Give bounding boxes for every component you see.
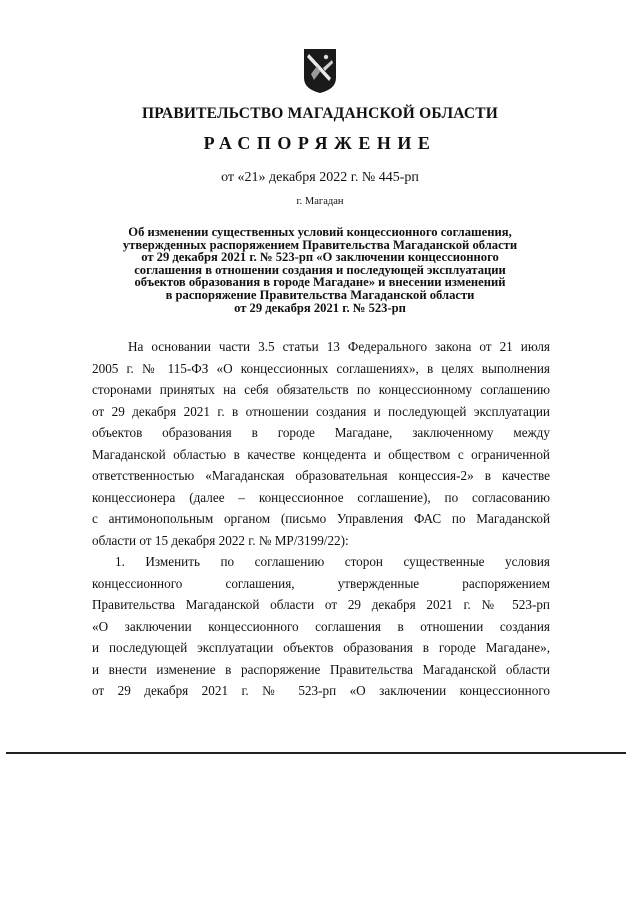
title-line: утвержденных распоряжением Правительства Магаданской области	[122, 237, 518, 252]
title-line: от 29 декабря 2021 г. № 523-рп «О заключении концессионного	[141, 250, 499, 265]
body-line: Правительства Магаданской области от 29 декабря 2021 г. № 523-рп	[92, 597, 550, 612]
page-divider	[6, 752, 626, 754]
title-line: объектов образования в городе Магадане» и внесении изменений	[134, 275, 506, 290]
body-line: На основании части 3.5 статьи 13 Федерального закона от 21 июля	[128, 339, 550, 354]
organization-name: ПРАВИТЕЛЬСТВО МАГАДАНСКОЙ ОБЛАСТИ	[141, 105, 499, 122]
body-line: концессионера (далее – концессионное соглашение), по согласованию	[92, 489, 550, 505]
document-type-heading: РАСПОРЯЖЕНИЕ	[203, 133, 437, 153]
issue-place: г. Магадан	[296, 196, 344, 207]
body-line: с антимонопольным органом (письмо Управления ФАС по Магаданской	[92, 511, 550, 526]
body-line: объектов образования в городе Магадане, заключенному между	[92, 425, 550, 440]
body-line: от 29 декабря 2021 г. № 523-рп «О заключении концессионного	[92, 683, 550, 698]
body-line: концессионного соглашения, утвержденные распоряжением	[92, 575, 550, 591]
date-and-number: от «21» декабря 2022 г. № 445-рп	[221, 170, 419, 185]
document-title	[80, 226, 560, 314]
title-line: в распоряжение Правительства Магаданской области	[165, 287, 475, 302]
body-line: 1. Изменить по соглашению сторон существенные условия	[115, 554, 550, 569]
body-line: и внести изменение в распоряжение Правительства Магаданской области	[92, 661, 550, 677]
title-line: Об изменении существенных условий концессионного соглашения,	[128, 225, 512, 239]
title-line: от 29 декабря 2021 г. № 523-рп	[234, 300, 406, 315]
body-line: от 29 декабря 2021 г. в отношении создания и последующей эксплуатации	[92, 403, 550, 419]
coat-of-arms-emblem	[303, 48, 337, 94]
body-line: 2005 г. № 115-ФЗ «О концессионных соглашениях», в целях выполнения	[92, 360, 550, 376]
body-line: «О заключении концессионного соглашения в отношении создания	[92, 618, 550, 634]
title-line: соглашения в отношении создания и последующей эксплуатации	[134, 262, 506, 277]
document-body	[92, 336, 550, 702]
body-line: Магаданской областью в качестве концедента и обществом с ограниченной	[92, 446, 550, 462]
body-line: области от 15 декабря 2022 г. № МР/3199/22):	[92, 532, 349, 548]
body-line: сторонами принятых на себя обязательств по концессионному соглашению	[92, 382, 550, 397]
body-line: ответственностью «Магаданская образовательная концессия-2» в качестве	[92, 468, 550, 483]
body-line: и последующей эксплуатации объектов образования в городе Магадане»,	[92, 640, 550, 655]
